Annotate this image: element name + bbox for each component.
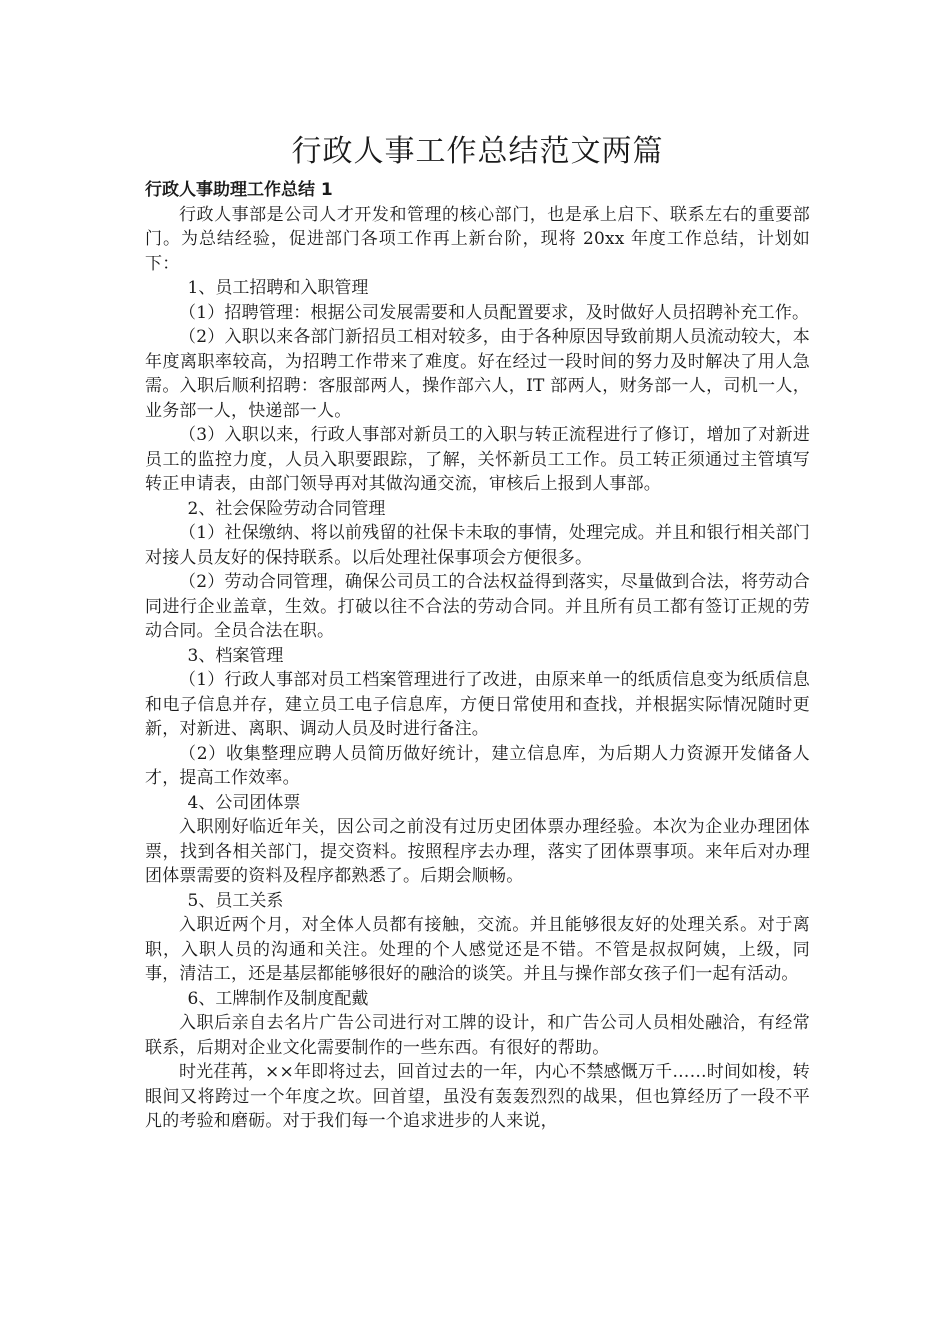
document-page: [145, 130, 810, 1134]
document-body: [145, 203, 810, 1134]
body-paragraph: 行政人事部是公司人才开发和管理的核心部门，也是承上启下、联系左右的重要部门。为总结经验，促进部门各项工作再上新台阶，现将 20xx 年度工作总结，计划如下：: [145, 204, 810, 274]
body-paragraph: 入职刚好临近年关，因公司之前没有过历史团体票办理经验。本次为企业办理团体票，找到各相关部门，提交资料。按照程序去办理，落实了团体票事项。来年后对办理团体票需要的资料及程序都熟悉了。后期会顺畅。: [145, 817, 810, 886]
body-paragraph: （3）入职以来，行政人事部对新员工的入职与转正流程进行了修订，增加了对新进员工的监控力度，人员入职要跟踪，了解，关怀新员工工作。员工转正须通过主管填写转正申请表，由部门领导再对其做沟通交流，审核后上报到人事部。: [145, 425, 810, 494]
section-heading: 3、档案管理: [187, 645, 284, 666]
body-paragraph: 入职后亲自去名片广告公司进行对工牌的设计，和广告公司人员相处融洽，有经常联系，后期对企业文化需要制作的一些东西。有很好的帮助。: [145, 1013, 810, 1058]
document-title: 行政人事工作总结范文两篇: [291, 134, 664, 169]
section-heading: 2、社会保险劳动合同管理: [187, 498, 386, 519]
body-paragraph: （1）招聘管理：根据公司发展需要和人员配置要求，及时做好人员招聘补充工作。: [179, 302, 810, 323]
body-paragraph: （2）入职以来各部门新招员工相对较多，由于各种原因导致前期人员流动较大，本年度离职率较高，为招聘工作带来了难度。好在经过一段时间的努力及时解决了用人急需。入职后顺利招聘：客服部两人，操作部六人，IT 部两人，财务部一人，司机一人，业务部一人，快递部一人。: [145, 327, 810, 421]
section-subtitle: 行政人事助理工作总结 1: [145, 180, 333, 200]
section-heading: 1、员工招聘和入职管理: [187, 278, 369, 298]
section-heading: 4、公司团体票: [187, 792, 301, 813]
body-paragraph: （2）劳动合同管理，确保公司员工的合法权益得到落实，尽量做到合法，将劳动合同进行企业盖章，生效。打破以往不合法的劳动合同。并且所有员工都有签订正规的劳动合同。全员合法在职。: [145, 572, 810, 641]
section-heading: 6、工牌制作及制度配戴: [187, 988, 369, 1009]
body-paragraph: （1）社保缴纳、将以前残留的社保卡未取的事情，处理完成。并且和银行相关部门对接人员友好的保持联系。以后处理社保事项会方便很多。: [145, 523, 810, 568]
body-paragraph: （2）收集整理应聘人员简历做好统计，建立信息库，为后期人力资源开发储备人才，提高工作效率。: [145, 743, 810, 788]
body-paragraph: 入职近两个月，对全体人员都有接触，交流。并且能够很友好的处理关系。对于离职，入职人员的沟通和关注。处理的个人感觉还是不错。不管是叔叔阿姨，上级，同事，清洁工，还是基层都能够很好的融洽的谈笑。并且与操作部女孩子们一起有活动。: [145, 915, 810, 984]
section-heading: 5、员工关系: [187, 890, 284, 911]
body-paragraph: 时光荏苒，××年即将过去，回首过去的一年，内心不禁感慨万千……时间如梭，转眼间又将跨过一个年度之坎。回首望，虽没有轰轰烈烈的战果，但也算经历了一段不平凡的考验和磨砺。对于我们每一个追求进步的人来说，: [145, 1062, 810, 1131]
body-paragraph: （1）行政人事部对员工档案管理进行了改进，由原来单一的纸质信息变为纸质信息和电子信息并存，建立员工电子信息库，方便日常使用和查找，并根据实际情况随时更新，对新进、离职、调动人员及时进行备注。: [145, 670, 810, 739]
